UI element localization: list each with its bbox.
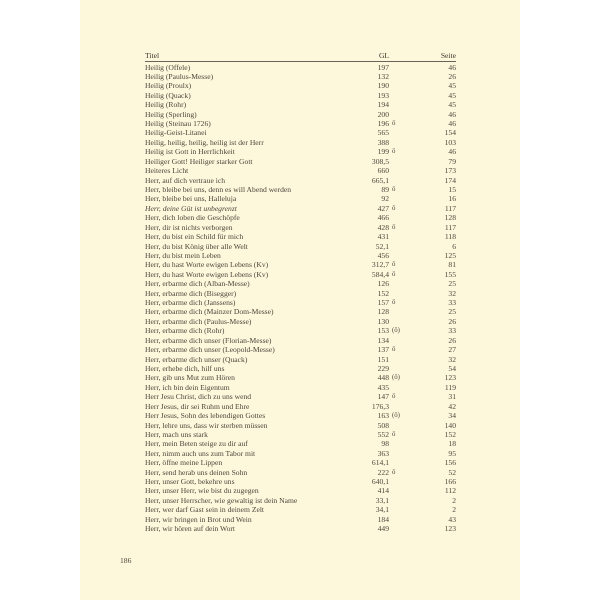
row-page: 52 (448, 467, 456, 477)
row-page: 27 (448, 345, 456, 355)
table-row (145, 496, 456, 505)
table-row (145, 430, 456, 439)
row-gl-number: 137 (377, 345, 389, 355)
row-page: 54 (448, 364, 456, 373)
table-row (145, 157, 456, 166)
row-mark (389, 166, 409, 175)
row-page: 31 (448, 392, 456, 402)
row-mark (389, 138, 409, 147)
row-page: 95 (448, 448, 456, 458)
row-mark (389, 317, 409, 326)
table-row (145, 383, 456, 392)
row-title: Herr, auf dich vertraue ich (145, 175, 226, 185)
book-page (80, 0, 520, 600)
row-gl-number: 134 (377, 335, 389, 345)
row-gl-number: 584,4 (371, 269, 389, 279)
row-page: 123 (444, 524, 456, 534)
row-mark (389, 458, 409, 467)
row-gl-number: 466 (377, 213, 389, 223)
row-title: Herr, erhebe dich, hilf uns (145, 364, 225, 373)
row-mark: ö (392, 261, 396, 269)
row-mark: ö (392, 299, 396, 307)
table-row (145, 524, 456, 533)
table-row (145, 439, 456, 448)
row-page: 154 (444, 128, 456, 138)
row-gl-number: 147 (377, 392, 389, 402)
row-mark: ö (392, 393, 396, 401)
row-mark (389, 110, 409, 119)
row-gl-number: 449 (377, 524, 389, 534)
row-page: 155 (444, 269, 456, 279)
row-page: 2 (452, 505, 456, 515)
row-page: 34 (448, 411, 456, 421)
row-gl-number: 152 (377, 288, 389, 298)
header-mark-spacer (401, 51, 409, 61)
row-title: Heilig (Steinau 1726) (145, 119, 211, 129)
row-page: 123 (444, 373, 456, 383)
row-title: Herr, du hast Worte ewigen Lebens (Kv) (145, 260, 269, 270)
row-title: Herr, wir hören auf dein Wort (145, 524, 236, 534)
row-gl-number: 665,1 (371, 175, 389, 185)
row-page: 42 (448, 401, 456, 411)
row-mark: ö (392, 346, 396, 354)
row-title: Herr Jesus, dir sei Ruhm und Ehre (145, 401, 250, 411)
row-title: Herr, gib uns Mut zum Hören (145, 373, 235, 383)
row-gl-number: 196 (377, 119, 389, 129)
row-gl-number: 151 (377, 354, 389, 364)
row-gl-number: 34,1 (375, 505, 389, 515)
row-gl-number: 128 (377, 307, 389, 317)
row-title: Herr, du bist König über alle Welt (145, 241, 248, 251)
table-row (145, 213, 456, 222)
table-row (145, 345, 456, 354)
row-page: 128 (444, 213, 456, 223)
row-gl-number: 126 (377, 279, 389, 289)
row-page: 16 (448, 194, 456, 204)
row-title: Heiteres Licht (145, 166, 189, 176)
table-row (145, 251, 456, 260)
row-mark (389, 194, 409, 203)
table-row (145, 392, 456, 401)
row-title: Heilig (Quack) (145, 90, 191, 100)
row-gl-number: 435 (377, 382, 389, 392)
row-title: Herr, erbarme dich (Rohr) (145, 326, 225, 336)
table-row (145, 355, 456, 364)
row-title: Herr, ich bin dein Eigentum (145, 382, 230, 392)
table-row (145, 486, 456, 495)
row-mark (389, 505, 409, 514)
table-row (145, 421, 456, 430)
row-page: 46 (448, 62, 456, 72)
table-row (145, 449, 456, 458)
row-gl-number: 157 (377, 298, 389, 308)
table-row (145, 232, 456, 241)
row-title: Herr, du bist ein Schild für mich (145, 232, 244, 242)
row-gl-number: 312,7 (371, 260, 389, 270)
row-title: Heilig (Offele) (145, 62, 191, 72)
row-gl-number: 33,1 (375, 495, 389, 505)
row-gl-number: 363 (377, 448, 389, 458)
row-gl-number: 388 (377, 137, 389, 147)
row-gl-number: 89 (381, 184, 389, 194)
row-title: Heilig, heilig, heilig, heilig ist der Herr (145, 137, 264, 147)
row-title: Herr, erbarme dich unser (Quack) (145, 354, 248, 364)
table-row (145, 270, 456, 279)
row-title: Herr, lehre uns, dass wir sterben müssen (145, 420, 268, 430)
row-mark (389, 100, 409, 109)
row-gl-number: 163 (377, 411, 389, 421)
row-title: Herr, öffne meine Lippen (145, 458, 223, 468)
row-gl-number: 200 (377, 109, 389, 119)
row-mark (389, 157, 409, 166)
row-mark (389, 91, 409, 100)
row-title: Herr, erbarme dich (Alban-Messe) (145, 279, 250, 289)
row-title: Herr, unser Herr, wie bist du zugegen (145, 486, 259, 496)
row-title: Herr, erbarme dich (Bisegger) (145, 288, 237, 298)
row-mark (389, 439, 409, 448)
row-title: Herr, dich loben die Geschöpfe (145, 213, 240, 223)
row-mark: ö (392, 430, 396, 438)
row-title: Herr, du hast Worte ewigen Lebens (Kv) (145, 269, 269, 279)
row-page: 46 (448, 119, 456, 129)
row-page: 103 (444, 137, 456, 147)
row-title: Herr, bleibe bei uns, Halleluja (145, 194, 237, 204)
table-row (145, 147, 456, 156)
row-gl-number: 508 (377, 420, 389, 430)
row-gl-number: 130 (377, 316, 389, 326)
row-mark: ö (392, 185, 396, 193)
row-title: Herr, erbarme dich (Mainzer Dom-Messe) (145, 307, 274, 317)
row-mark (389, 524, 409, 533)
row-page: 119 (444, 382, 456, 392)
row-gl-number: 614,1 (371, 458, 389, 468)
row-page: 33 (448, 298, 456, 308)
table-row (145, 458, 456, 467)
row-page: 112 (444, 486, 456, 496)
row-page: 26 (448, 335, 456, 345)
page-number: 186 (120, 556, 132, 565)
table-row (145, 81, 456, 90)
table-row (145, 477, 456, 486)
row-title: Herr, mach uns stark (145, 429, 208, 439)
row-title: Heilig (Paulus-Messe) (145, 71, 214, 81)
row-gl-number: 153 (377, 326, 389, 336)
table-body (145, 63, 456, 534)
row-page: 46 (448, 147, 456, 157)
row-title: Heilig-Geist-Litanei (145, 128, 207, 138)
row-page: 18 (448, 439, 456, 449)
row-page: 32 (448, 354, 456, 364)
row-page: 45 (448, 81, 456, 91)
table-row (145, 260, 456, 269)
row-gl-number: 660 (377, 166, 389, 176)
table-header (145, 51, 456, 62)
row-mark: ö (392, 204, 396, 212)
row-gl-number: 414 (377, 486, 389, 496)
row-page: 2 (452, 495, 456, 505)
row-title: Herr, nimm auch uns zum Tabor mit (145, 448, 256, 458)
table-row (145, 402, 456, 411)
row-page: 117 (444, 222, 456, 232)
table-row (145, 204, 456, 213)
row-title: Herr, erbarme dich (Janssens) (145, 298, 236, 308)
header-gl: GL (378, 51, 390, 60)
row-gl-number: 222 (377, 467, 389, 477)
row-mark (389, 289, 409, 298)
row-mark (389, 176, 409, 185)
row-gl-number: 193 (377, 90, 389, 100)
row-mark: (ö) (392, 412, 400, 420)
row-title: Herr, erbarme dich unser (Leopold-Messe) (145, 345, 275, 355)
row-page: 81 (448, 260, 456, 270)
row-title: Herr, bleibe bei uns, denn es will Abend werden (145, 184, 292, 194)
row-page: 45 (448, 90, 456, 100)
table-row (145, 128, 456, 137)
table-row (145, 364, 456, 373)
row-page: 26 (448, 316, 456, 326)
row-gl-number: 308,5 (371, 156, 389, 166)
row-mark (389, 383, 409, 392)
row-mark: (ö) (392, 327, 400, 335)
row-page: 140 (444, 420, 456, 430)
table-row (145, 119, 456, 128)
table-row (145, 411, 456, 420)
row-page: 125 (444, 250, 456, 260)
row-mark: (ö) (392, 374, 400, 382)
row-gl-number: 132 (377, 71, 389, 81)
row-title: Herr, erbarme dich (Paulus-Messe) (145, 316, 252, 326)
row-page: 173 (444, 166, 456, 176)
row-title: Herr, dir ist nichts verborgen (145, 222, 233, 232)
row-page: 6 (452, 241, 456, 251)
row-mark (389, 232, 409, 241)
row-page: 25 (448, 279, 456, 289)
row-page: 26 (448, 71, 456, 81)
row-title: Herr, send herab uns deinen Sohn (145, 467, 248, 477)
row-page: 79 (448, 156, 456, 166)
row-mark (389, 63, 409, 72)
row-gl-number: 431 (377, 232, 389, 242)
table-row (145, 307, 456, 316)
row-gl-number: 552 (377, 429, 389, 439)
row-title: Herr, du bist mein Leben (145, 250, 221, 260)
row-page: 33 (448, 326, 456, 336)
row-mark (389, 355, 409, 364)
row-mark (389, 128, 409, 137)
row-gl-number: 98 (381, 439, 389, 449)
row-page: 45 (448, 100, 456, 110)
table-row (145, 138, 456, 147)
table-row (145, 91, 456, 100)
row-page: 156 (444, 458, 456, 468)
row-mark (389, 477, 409, 486)
row-mark (389, 81, 409, 90)
row-page: 46 (448, 109, 456, 119)
row-mark (389, 402, 409, 411)
row-gl-number: 448 (377, 373, 389, 383)
table-row (145, 194, 456, 203)
row-mark: ö (392, 270, 396, 278)
row-gl-number: 229 (377, 364, 389, 373)
row-mark: ö (392, 223, 396, 231)
row-mark (389, 251, 409, 260)
row-mark (389, 336, 409, 345)
row-title: Herr, unser Herrscher, wie gewaltig ist dein Name (145, 495, 298, 505)
row-gl-number: 640,1 (371, 477, 389, 487)
row-mark (389, 72, 409, 81)
table-row (145, 336, 456, 345)
row-title: Herr Jesu Christ, dich zu uns wend (145, 392, 252, 402)
row-title: Heiliger Gott! Heiliger starker Gott (145, 156, 253, 166)
row-title: Herr Jesus, Sohn des lebendigen Gottes (145, 411, 266, 421)
row-page: 32 (448, 288, 456, 298)
row-page: 174 (444, 175, 456, 185)
table-row (145, 279, 456, 288)
table-row (145, 326, 456, 335)
table-row (145, 100, 456, 109)
row-mark (389, 449, 409, 458)
row-gl-number: 52,1 (375, 241, 389, 251)
row-title: Herr, erbarme dich unser (Florian-Messe) (145, 335, 272, 345)
row-mark (389, 496, 409, 505)
table-row (145, 72, 456, 81)
table-row (145, 185, 456, 194)
row-title: Herr, unser Gott, bekehre uns (145, 477, 235, 487)
table-row (145, 515, 456, 524)
table-row (145, 110, 456, 119)
row-mark (389, 364, 409, 373)
row-gl-number: 194 (377, 100, 389, 110)
row-title: Heilig (Proulx) (145, 81, 192, 91)
row-gl-number: 190 (377, 81, 389, 91)
row-mark (389, 421, 409, 430)
table-row (145, 373, 456, 382)
row-page: 43 (448, 514, 456, 524)
header-page: Seite (440, 51, 456, 60)
row-title: Herr, wir bringen in Brot und Wein (145, 514, 252, 524)
row-mark: ö (392, 120, 396, 128)
row-title: Heilig (Rohr) (145, 100, 187, 110)
row-page: 166 (444, 477, 456, 487)
table-row (145, 242, 456, 251)
row-gl-number: 92 (381, 194, 389, 204)
row-mark (389, 279, 409, 288)
row-title: Herr, mein Beten steige zu dir auf (145, 439, 248, 449)
row-gl-number: 427 (377, 203, 389, 213)
row-mark (389, 213, 409, 222)
table-row (145, 63, 456, 72)
row-mark (389, 307, 409, 316)
row-page: 118 (444, 232, 456, 242)
row-page: 152 (444, 429, 456, 439)
row-mark: ö (392, 468, 396, 476)
table-row (145, 468, 456, 477)
row-title: Herr, deine Güt ist unbegrenzt (145, 203, 237, 213)
row-page: 25 (448, 307, 456, 317)
table-row (145, 317, 456, 326)
table-row (145, 289, 456, 298)
row-page: 117 (444, 203, 456, 213)
row-mark (389, 515, 409, 524)
table-row (145, 298, 456, 307)
row-title: Herr, wer darf Gast sein in deinem Zelt (145, 505, 265, 515)
row-gl-number: 184 (377, 514, 389, 524)
row-gl-number: 197 (377, 62, 389, 72)
index-table (145, 51, 456, 534)
row-gl-number: 176,3 (371, 401, 389, 411)
row-gl-number: 199 (377, 147, 389, 157)
row-title: Heilig (Sperling) (145, 109, 197, 119)
table-row (145, 223, 456, 232)
row-gl-number: 565 (377, 128, 389, 138)
row-mark (389, 242, 409, 251)
row-page: 15 (448, 184, 456, 194)
table-row (145, 505, 456, 514)
header-title: Titel (145, 51, 160, 60)
row-mark (389, 486, 409, 495)
table-row (145, 166, 456, 175)
table-row (145, 176, 456, 185)
row-mark: ö (392, 148, 396, 156)
row-gl-number: 456 (377, 250, 389, 260)
row-title: Heilig ist Gott in Herrlichkeit (145, 147, 235, 157)
row-gl-number: 428 (377, 222, 389, 232)
